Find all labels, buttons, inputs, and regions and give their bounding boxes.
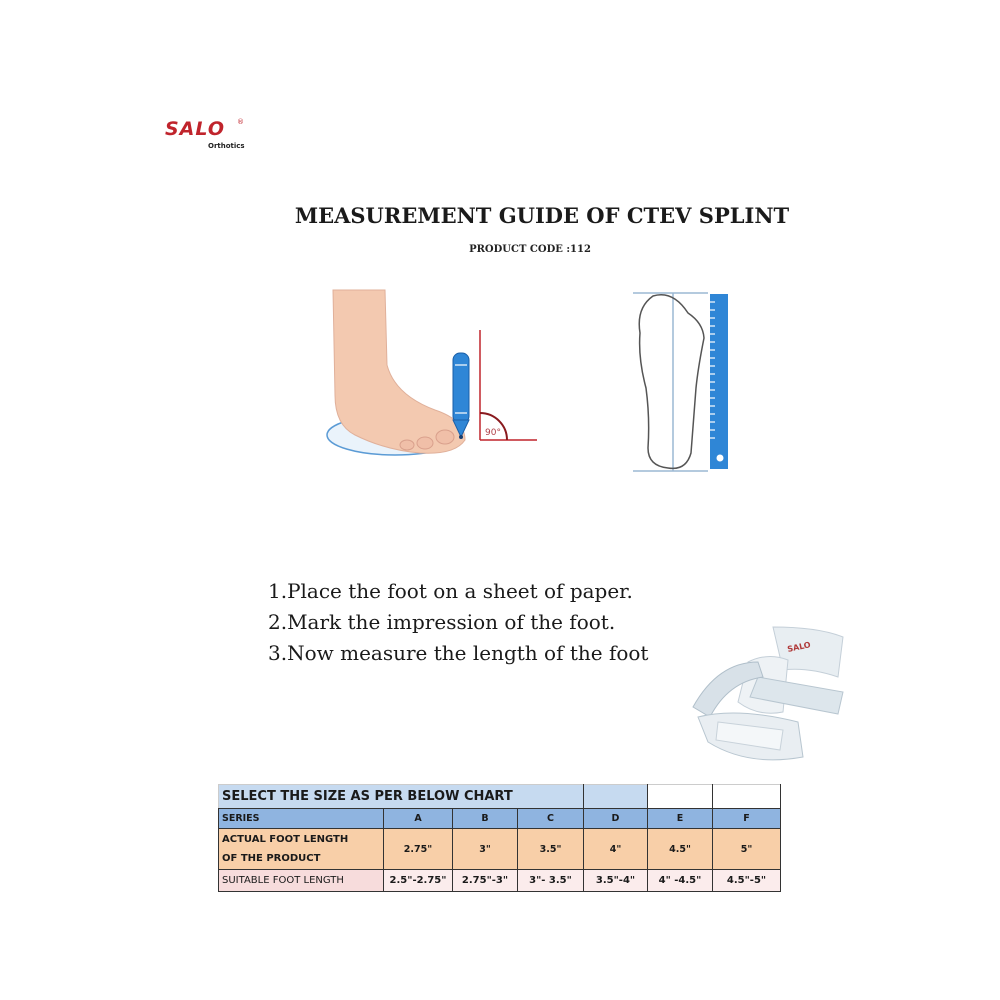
suitable-length-label: SUITABLE FOOT LENGTH	[219, 870, 384, 892]
step-3: 3.Now measure the length of the foot	[268, 641, 649, 665]
actual-length-label-line2: OF THE PRODUCT	[222, 853, 321, 864]
actual-length-cell: 5"	[713, 829, 781, 870]
brand-logo	[165, 118, 255, 158]
actual-length-cell: 4.5"	[648, 829, 713, 870]
page-title: MEASUREMENT GUIDE OF CTEV SPLINT	[294, 203, 790, 228]
actual-length-cell: 4"	[584, 829, 648, 870]
right-angle-icon	[480, 330, 537, 440]
series-cell: B	[453, 809, 518, 829]
title-row-cell	[648, 785, 713, 809]
foot-tracing-illustration	[325, 285, 545, 475]
size-chart-table	[218, 784, 781, 892]
suitable-length-cell: 2.5"-2.75"	[384, 870, 453, 892]
title-row-cell	[584, 785, 648, 809]
suitable-length-cell: 4" -4.5"	[648, 870, 713, 892]
suitable-length-row	[219, 870, 781, 892]
product-code: PRODUCT CODE :112	[469, 244, 591, 255]
series-row	[219, 809, 781, 829]
foot-outline-icon	[633, 293, 708, 471]
actual-length-label-line1: ACTUAL FOOT LENGTH	[222, 834, 349, 845]
registered-mark: ®	[237, 118, 244, 126]
suitable-length-cell: 3.5"-4"	[584, 870, 648, 892]
actual-length-cell: 3.5"	[518, 829, 584, 870]
step-2: 2.Mark the impression of the foot.	[268, 610, 616, 634]
actual-length-row	[219, 829, 781, 870]
series-cell: F	[713, 809, 781, 829]
title-row-cell	[713, 785, 781, 809]
size-chart-title: SELECT THE SIZE AS PER BELOW CHART	[219, 785, 584, 809]
splint-icon	[693, 627, 843, 760]
angle-label: 90°	[485, 428, 501, 438]
logo-text: SALO	[165, 118, 225, 140]
series-cell: A	[384, 809, 453, 829]
series-label: SERIES	[219, 809, 384, 829]
actual-length-cell: 3"	[453, 829, 518, 870]
logo-subtext: Orthotics	[208, 142, 245, 150]
pencil-icon	[453, 353, 469, 439]
actual-length-cell: 2.75"	[384, 829, 453, 870]
series-cell: D	[584, 809, 648, 829]
size-chart-title-row	[219, 785, 781, 809]
suitable-length-cell: 4.5"-5"	[713, 870, 781, 892]
splint-label: SALO	[786, 640, 812, 654]
foot-outline-ruler-illustration	[628, 288, 733, 478]
instruction-steps	[268, 576, 648, 669]
splint-product-image	[688, 622, 848, 772]
step-1: 1.Place the foot on a sheet of paper.	[268, 579, 633, 603]
series-cell: E	[648, 809, 713, 829]
series-cell: C	[518, 809, 584, 829]
suitable-length-cell: 3"- 3.5"	[518, 870, 584, 892]
suitable-length-cell: 2.75"-3"	[453, 870, 518, 892]
ruler-icon	[710, 294, 728, 469]
actual-length-label	[219, 829, 384, 870]
foot-icon	[327, 290, 465, 455]
